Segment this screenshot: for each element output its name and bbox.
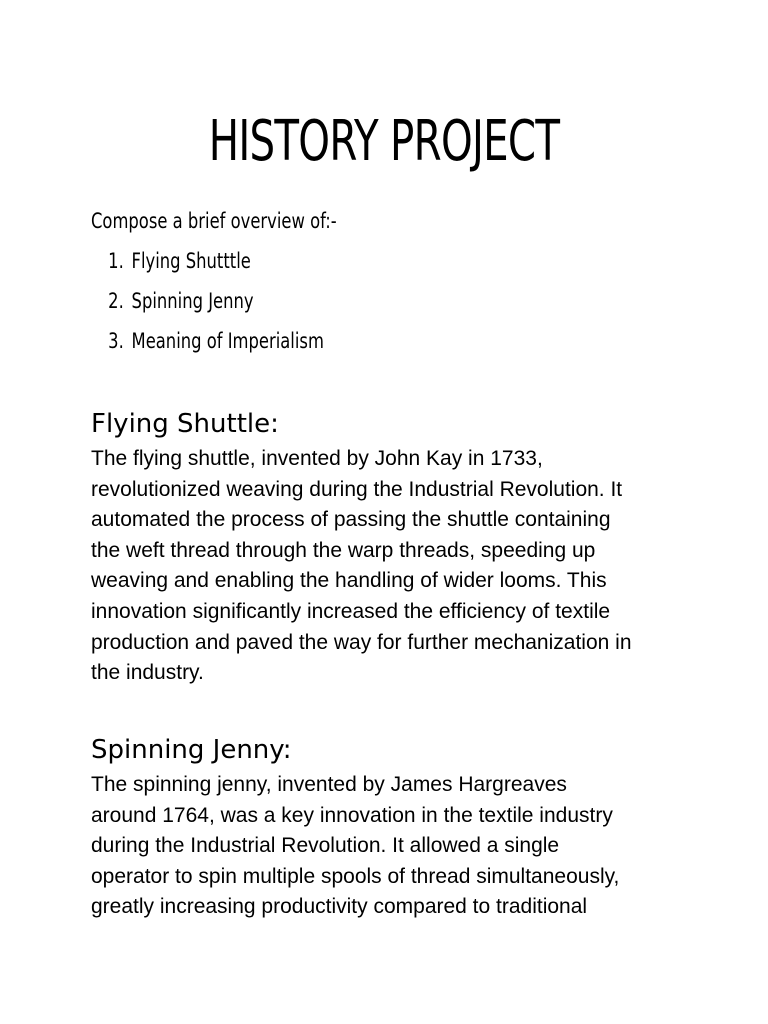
paragraph-line: the weft thread through the warp threads, speeding up (91, 538, 596, 562)
spinning-jenny-section (91, 734, 691, 923)
paragraph-line: greatly increasing productivity compared to traditional (91, 895, 588, 919)
paragraph-line: operator to spin multiple spools of thread simultaneously, (91, 864, 620, 888)
paragraph-line: automated the process of passing the shuttle containing (91, 508, 611, 532)
task-label: Spinning Jenny (131, 289, 254, 313)
task-item (108, 241, 548, 281)
task-list (91, 241, 548, 361)
paragraph-line: production and paved the way for further mechanization in (91, 630, 632, 654)
spinning-jenny-paragraph (91, 770, 691, 923)
spinning-jenny-heading: Spinning Jenny: (91, 735, 292, 765)
task-label: Flying Shutttle (131, 249, 251, 273)
paragraph-line: the industry. (91, 661, 204, 685)
paragraph-line: weaving and enabling the handling of wider looms. This (91, 569, 607, 593)
intro-text: Compose a brief overview of:- (91, 209, 337, 233)
paragraph-line: The flying shuttle, invented by John Kay in 1733, (91, 447, 543, 470)
paragraph-line: during the Industrial Revolution. It allowed a single (91, 834, 560, 858)
flying-shuttle-section (91, 408, 691, 689)
paragraph-line: around 1764, was a key innovation in the textile industry (91, 803, 613, 827)
task-number: 2. (108, 289, 124, 313)
paragraph-line: revolutionized weaving during the Industrial Revolution. It (91, 477, 623, 501)
flying-shuttle-heading: Flying Shuttle: (91, 409, 279, 439)
paragraph-line: The spinning jenny, invented by James Hargreaves (91, 773, 567, 796)
assignment-intro (91, 201, 548, 361)
task-number: 1. (108, 249, 124, 273)
task-number: 3. (108, 329, 124, 353)
task-label: Meaning of Imperialism (131, 329, 324, 353)
paragraph-line: innovation significantly increased the efficiency of textile (91, 599, 611, 623)
task-item (108, 281, 548, 321)
task-item (108, 321, 548, 361)
flying-shuttle-paragraph (91, 444, 691, 689)
page-title: HISTORY PROJECT (208, 109, 560, 174)
